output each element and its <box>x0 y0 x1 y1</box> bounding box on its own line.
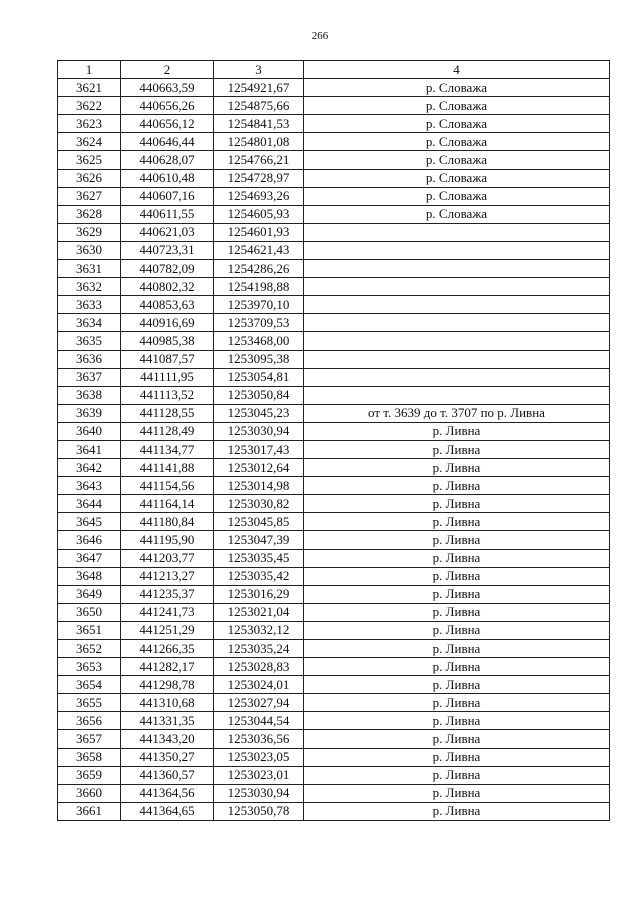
table-row <box>58 314 610 332</box>
description-cell: р. Ливна <box>304 567 610 585</box>
page-number: 266 <box>311 30 329 42</box>
table-header-row <box>58 61 610 79</box>
y-coordinate-cell: 1254198,88 <box>214 278 304 296</box>
point-number-cell: 3635 <box>58 332 121 350</box>
x-coordinate-cell: 441164,14 <box>121 495 214 513</box>
y-coordinate-cell: 1254605,93 <box>214 205 304 223</box>
point-number-cell: 3624 <box>58 133 121 151</box>
x-coordinate-cell: 441154,56 <box>121 477 214 495</box>
y-coordinate-cell: 1253970,10 <box>214 296 304 314</box>
x-coordinate-cell: 441331,35 <box>121 712 214 730</box>
description-cell: р. Ливна <box>304 531 610 549</box>
table-row <box>58 730 610 748</box>
x-coordinate-cell: 441241,73 <box>121 603 214 621</box>
y-coordinate-cell: 1253035,42 <box>214 567 304 585</box>
table-row <box>58 404 610 422</box>
description-cell: р. Ливна <box>304 549 610 567</box>
y-coordinate-cell: 1253027,94 <box>214 694 304 712</box>
description-cell: р. Ливна <box>304 766 610 784</box>
point-number-cell: 3647 <box>58 549 121 567</box>
description-cell <box>304 223 610 241</box>
x-coordinate-cell: 441195,90 <box>121 531 214 549</box>
point-number-cell: 3639 <box>58 404 121 422</box>
description-cell: р. Ливна <box>304 422 610 440</box>
description-cell <box>304 386 610 404</box>
table-row <box>58 79 610 97</box>
x-coordinate-cell: 441364,65 <box>121 802 214 820</box>
table-row <box>58 802 610 820</box>
description-cell: р. Ливна <box>304 802 610 820</box>
x-coordinate-cell: 440628,07 <box>121 151 214 169</box>
point-number-cell: 3651 <box>58 621 121 639</box>
table-row <box>58 694 610 712</box>
point-number-cell: 3649 <box>58 585 121 603</box>
description-cell <box>304 260 610 278</box>
point-number-cell: 3623 <box>58 115 121 133</box>
description-cell: р. Ливна <box>304 513 610 531</box>
description-cell: р. Словажа <box>304 115 610 133</box>
y-coordinate-cell: 1253030,82 <box>214 495 304 513</box>
x-coordinate-cell: 440646,44 <box>121 133 214 151</box>
x-coordinate-cell: 441111,95 <box>121 368 214 386</box>
x-coordinate-cell: 440782,09 <box>121 260 214 278</box>
table-row <box>58 133 610 151</box>
point-number-cell: 3658 <box>58 748 121 766</box>
y-coordinate-cell: 1253047,39 <box>214 531 304 549</box>
table-row <box>58 585 610 603</box>
table-row <box>58 621 610 639</box>
x-coordinate-cell: 440611,55 <box>121 205 214 223</box>
y-coordinate-cell: 1253014,98 <box>214 477 304 495</box>
point-number-cell: 3652 <box>58 640 121 658</box>
x-coordinate-cell: 441310,68 <box>121 694 214 712</box>
point-number-cell: 3656 <box>58 712 121 730</box>
description-cell: р. Ливна <box>304 712 610 730</box>
y-coordinate-cell: 1253035,45 <box>214 549 304 567</box>
x-coordinate-cell: 441128,55 <box>121 404 214 422</box>
description-cell: р. Ливна <box>304 676 610 694</box>
x-coordinate-cell: 441298,78 <box>121 676 214 694</box>
x-coordinate-cell: 440723,31 <box>121 241 214 259</box>
point-number-cell: 3621 <box>58 79 121 97</box>
point-number-cell: 3638 <box>58 386 121 404</box>
y-coordinate-cell: 1254875,66 <box>214 97 304 115</box>
y-coordinate-cell: 1253095,38 <box>214 350 304 368</box>
point-number-cell: 3632 <box>58 278 121 296</box>
description-cell: р. Ливна <box>304 784 610 802</box>
description-cell: р. Словажа <box>304 133 610 151</box>
table-row <box>58 567 610 585</box>
description-cell: р. Ливна <box>304 585 610 603</box>
table-row <box>58 223 610 241</box>
x-coordinate-cell: 441087,57 <box>121 350 214 368</box>
description-cell: р. Ливна <box>304 730 610 748</box>
point-number-cell: 3643 <box>58 477 121 495</box>
point-number-cell: 3659 <box>58 766 121 784</box>
x-coordinate-cell: 441364,56 <box>121 784 214 802</box>
x-coordinate-cell: 441141,88 <box>121 459 214 477</box>
point-number-cell: 3634 <box>58 314 121 332</box>
description-cell <box>304 241 610 259</box>
table-row <box>58 278 610 296</box>
description-cell: р. Словажа <box>304 205 610 223</box>
x-coordinate-cell: 440656,12 <box>121 115 214 133</box>
table-row <box>58 187 610 205</box>
x-coordinate-cell: 441251,29 <box>121 621 214 639</box>
table-row <box>58 440 610 458</box>
point-number-cell: 3625 <box>58 151 121 169</box>
table-row <box>58 603 610 621</box>
y-coordinate-cell: 1253024,01 <box>214 676 304 694</box>
header-cell: 3 <box>214 61 304 79</box>
x-coordinate-cell: 441282,17 <box>121 658 214 676</box>
table-row <box>58 658 610 676</box>
y-coordinate-cell: 1253054,81 <box>214 368 304 386</box>
table-row <box>58 712 610 730</box>
point-number-cell: 3650 <box>58 603 121 621</box>
table-row <box>58 422 610 440</box>
y-coordinate-cell: 1253028,83 <box>214 658 304 676</box>
table-row <box>58 531 610 549</box>
x-coordinate-cell: 440985,38 <box>121 332 214 350</box>
description-cell <box>304 350 610 368</box>
table-row <box>58 477 610 495</box>
y-coordinate-cell: 1253016,29 <box>214 585 304 603</box>
x-coordinate-cell: 440607,16 <box>121 187 214 205</box>
x-coordinate-cell: 440802,32 <box>121 278 214 296</box>
description-cell <box>304 278 610 296</box>
point-number-cell: 3629 <box>58 223 121 241</box>
y-coordinate-cell: 1253035,24 <box>214 640 304 658</box>
table-row <box>58 169 610 187</box>
description-cell <box>304 332 610 350</box>
description-cell: р. Словажа <box>304 169 610 187</box>
y-coordinate-cell: 1253045,23 <box>214 404 304 422</box>
x-coordinate-cell: 441134,77 <box>121 440 214 458</box>
description-cell: р. Ливна <box>304 694 610 712</box>
y-coordinate-cell: 1253709,53 <box>214 314 304 332</box>
table-row <box>58 260 610 278</box>
header-cell: 2 <box>121 61 214 79</box>
x-coordinate-cell: 441235,37 <box>121 585 214 603</box>
point-number-cell: 3654 <box>58 676 121 694</box>
description-cell: р. Словажа <box>304 79 610 97</box>
y-coordinate-cell: 1253044,54 <box>214 712 304 730</box>
y-coordinate-cell: 1254621,43 <box>214 241 304 259</box>
table-row <box>58 549 610 567</box>
header-cell: 1 <box>58 61 121 79</box>
header-cell: 4 <box>304 61 610 79</box>
y-coordinate-cell: 1254801,08 <box>214 133 304 151</box>
description-cell: р. Ливна <box>304 621 610 639</box>
x-coordinate-cell: 441113,52 <box>121 386 214 404</box>
point-number-cell: 3631 <box>58 260 121 278</box>
y-coordinate-cell: 1253021,04 <box>214 603 304 621</box>
table-row <box>58 386 610 404</box>
table-row <box>58 115 610 133</box>
point-number-cell: 3627 <box>58 187 121 205</box>
description-cell <box>304 368 610 386</box>
y-coordinate-cell: 1254841,53 <box>214 115 304 133</box>
point-number-cell: 3622 <box>58 97 121 115</box>
x-coordinate-cell: 441343,20 <box>121 730 214 748</box>
x-coordinate-cell: 440621,03 <box>121 223 214 241</box>
table-row <box>58 151 610 169</box>
table-row <box>58 241 610 259</box>
y-coordinate-cell: 1254286,26 <box>214 260 304 278</box>
x-coordinate-cell: 441128,49 <box>121 422 214 440</box>
table-row <box>58 766 610 784</box>
description-cell: р. Ливна <box>304 459 610 477</box>
y-coordinate-cell: 1254728,97 <box>214 169 304 187</box>
description-cell: р. Словажа <box>304 97 610 115</box>
x-coordinate-cell: 441266,35 <box>121 640 214 658</box>
point-number-cell: 3644 <box>58 495 121 513</box>
description-cell: р. Ливна <box>304 640 610 658</box>
y-coordinate-cell: 1253032,12 <box>214 621 304 639</box>
description-cell: р. Ливна <box>304 603 610 621</box>
y-coordinate-cell: 1253045,85 <box>214 513 304 531</box>
table-row <box>58 368 610 386</box>
description-cell: р. Ливна <box>304 495 610 513</box>
x-coordinate-cell: 441213,27 <box>121 567 214 585</box>
table-row <box>58 495 610 513</box>
table-row <box>58 205 610 223</box>
point-number-cell: 3630 <box>58 241 121 259</box>
x-coordinate-cell: 440663,59 <box>121 79 214 97</box>
y-coordinate-cell: 1253050,84 <box>214 386 304 404</box>
table-row <box>58 296 610 314</box>
y-coordinate-cell: 1253023,05 <box>214 748 304 766</box>
y-coordinate-cell: 1253030,94 <box>214 422 304 440</box>
coordinates-table <box>57 60 610 821</box>
description-cell: от т. 3639 до т. 3707 по р. Ливна <box>304 404 610 422</box>
y-coordinate-cell: 1254766,21 <box>214 151 304 169</box>
point-number-cell: 3640 <box>58 422 121 440</box>
y-coordinate-cell: 1254921,67 <box>214 79 304 97</box>
description-cell: р. Ливна <box>304 748 610 766</box>
x-coordinate-cell: 440853,63 <box>121 296 214 314</box>
table-row <box>58 640 610 658</box>
point-number-cell: 3661 <box>58 802 121 820</box>
y-coordinate-cell: 1253012,64 <box>214 459 304 477</box>
x-coordinate-cell: 441203,77 <box>121 549 214 567</box>
table-row <box>58 459 610 477</box>
y-coordinate-cell: 1253468,00 <box>214 332 304 350</box>
y-coordinate-cell: 1253030,94 <box>214 784 304 802</box>
description-cell: р. Ливна <box>304 477 610 495</box>
x-coordinate-cell: 441180,84 <box>121 513 214 531</box>
point-number-cell: 3626 <box>58 169 121 187</box>
x-coordinate-cell: 440916,69 <box>121 314 214 332</box>
description-cell: р. Ливна <box>304 658 610 676</box>
y-coordinate-cell: 1254693,26 <box>214 187 304 205</box>
description-cell: р. Словажа <box>304 151 610 169</box>
y-coordinate-cell: 1253017,43 <box>214 440 304 458</box>
y-coordinate-cell: 1253023,01 <box>214 766 304 784</box>
point-number-cell: 3641 <box>58 440 121 458</box>
x-coordinate-cell: 441360,57 <box>121 766 214 784</box>
table-row <box>58 350 610 368</box>
table-row <box>58 97 610 115</box>
point-number-cell: 3655 <box>58 694 121 712</box>
point-number-cell: 3642 <box>58 459 121 477</box>
description-cell: р. Словажа <box>304 187 610 205</box>
y-coordinate-cell: 1253036,56 <box>214 730 304 748</box>
table-row <box>58 748 610 766</box>
description-cell: р. Ливна <box>304 440 610 458</box>
point-number-cell: 3648 <box>58 567 121 585</box>
table-row <box>58 332 610 350</box>
point-number-cell: 3646 <box>58 531 121 549</box>
y-coordinate-cell: 1253050,78 <box>214 802 304 820</box>
point-number-cell: 3637 <box>58 368 121 386</box>
description-cell <box>304 296 610 314</box>
point-number-cell: 3660 <box>58 784 121 802</box>
description-cell <box>304 314 610 332</box>
point-number-cell: 3633 <box>58 296 121 314</box>
x-coordinate-cell: 440656,26 <box>121 97 214 115</box>
table-row <box>58 676 610 694</box>
x-coordinate-cell: 441350,27 <box>121 748 214 766</box>
point-number-cell: 3653 <box>58 658 121 676</box>
table-body <box>58 79 610 821</box>
table-row <box>58 784 610 802</box>
table-row <box>58 513 610 531</box>
point-number-cell: 3636 <box>58 350 121 368</box>
point-number-cell: 3628 <box>58 205 121 223</box>
x-coordinate-cell: 440610,48 <box>121 169 214 187</box>
point-number-cell: 3657 <box>58 730 121 748</box>
point-number-cell: 3645 <box>58 513 121 531</box>
y-coordinate-cell: 1254601,93 <box>214 223 304 241</box>
